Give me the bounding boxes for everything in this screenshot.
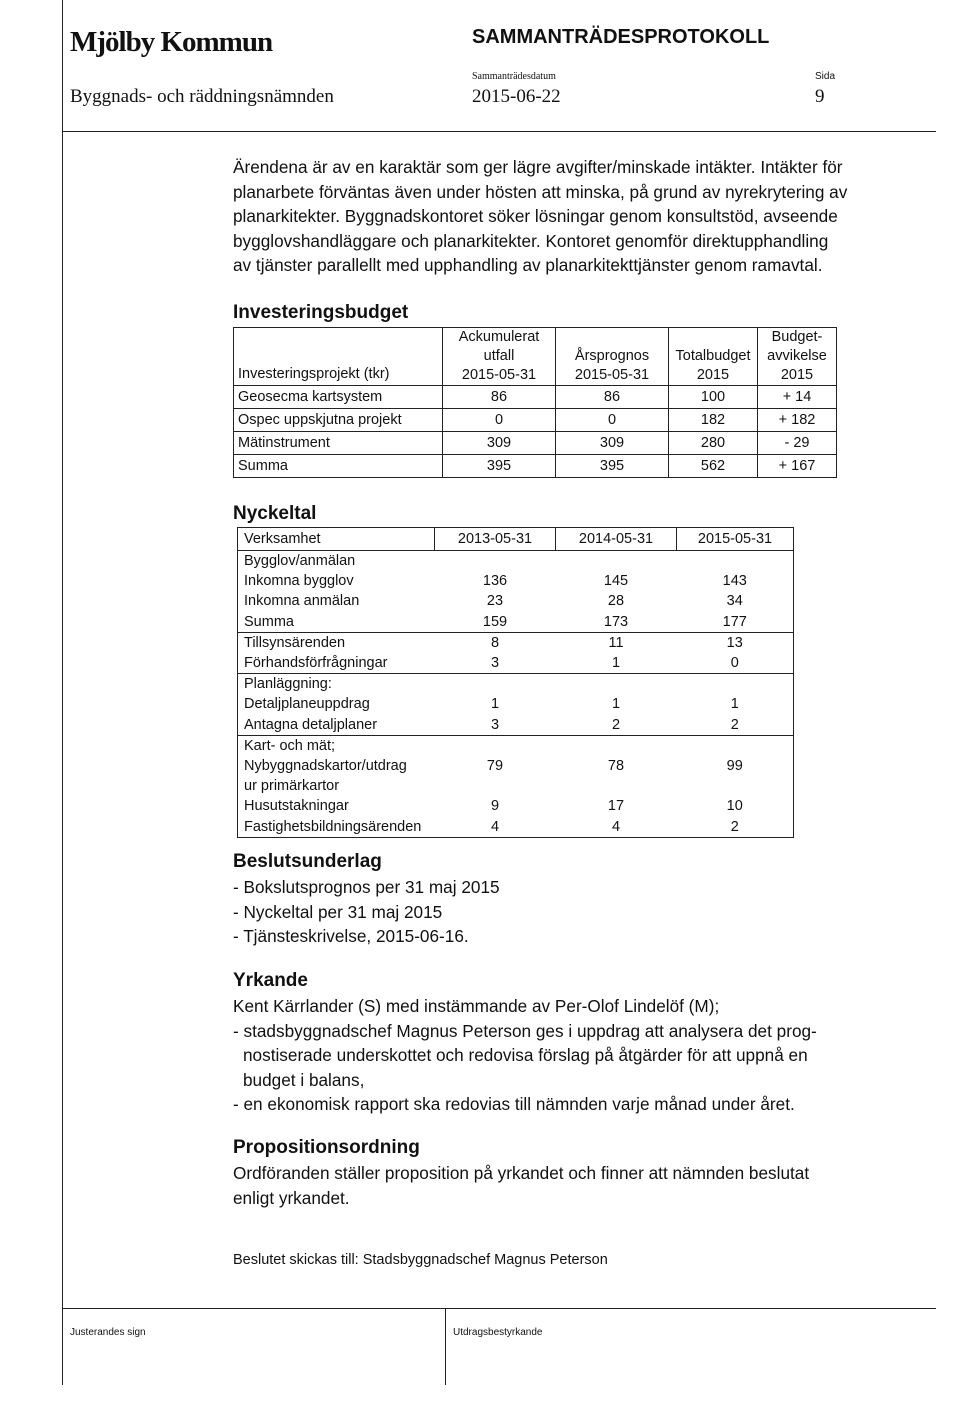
header-rule [62,131,936,132]
activity-label: Förhandsförfrågningar [238,653,435,674]
header-cell: Ackumulerat utfall 2015-05-31 [443,328,556,386]
header-cell: 2015-05-31 [677,528,794,551]
cell [435,551,556,572]
cell [556,735,677,756]
cell: 86 [556,386,669,409]
investment-title: Investeringsbudget [233,302,409,323]
cell: 34 [677,591,794,611]
table-row [238,571,794,591]
cell: 177 [677,612,794,633]
proposition-line: enligt yrkandet. [233,1187,350,1208]
table-row [238,591,794,611]
activity-label: Planläggning: [238,674,435,695]
table-row [238,776,794,796]
cell: 0 [677,653,794,674]
header-cell: Budget- avvikelse 2015 [758,328,837,386]
cell: 0 [443,409,556,432]
cell: 10 [677,796,794,816]
basis-item: - Nyckeltal per 31 maj 2015 [233,901,443,922]
cell: 182 [669,409,758,432]
table-row [238,756,794,776]
intro-line: planarbete förväntas även under hösten att minska, på grund av nyrekrytering av [233,181,848,202]
cell: 159 [482,613,508,630]
project-name: Geosecma kartsystem [234,386,443,409]
cell: 3 [490,716,500,733]
table-row [238,653,794,674]
table-row [238,612,794,633]
table-row [234,432,837,455]
cell: 562 [669,455,758,478]
cell: 86 [443,386,556,409]
intro-paragraph [233,155,923,278]
excerpt-label: Utdragsbestyrkande [453,1327,543,1338]
activity-label: ur primärkartor [238,776,435,796]
project-name: Summa [234,455,443,478]
cell: - 29 [758,432,837,455]
header-cell: Totalbudget 2015 [669,328,758,386]
table-row [238,551,794,572]
municipality-logo-text: Mjölby Kommun [70,26,273,58]
cell: 78 [607,758,625,775]
cell [677,674,794,695]
cell: 23 [486,593,504,610]
table-row [238,632,794,653]
distribution-note: Beslutet skickas till: Stadsbyggnadschef Magnus Peterson [233,1252,608,1268]
activity-label: Antagna detaljplaner [238,715,435,736]
cell: 9 [490,798,500,815]
table-row [238,735,794,756]
intro-line: Ärendena är av en karaktär som ger lägre avgifter/minskade intäkter. Intäkter för [233,157,843,177]
cell: 28 [607,593,625,610]
intro-line: av tjänster parallellt med upphandling av planarkitekttjänster genom ramavtal. [233,255,823,275]
activity-label: Inkomna anmälan [238,591,435,611]
cell: 136 [482,573,508,590]
header-cell: Verksamhet [238,528,435,551]
table-row [234,409,837,432]
table-row [238,796,794,816]
committee-name: Byggnads- och räddningsnämnden [70,86,334,107]
motion-line: - en ekonomisk rapport ska redovias till nämnden varje månad under året. [233,1094,795,1114]
keyfigures-header-row [238,528,794,551]
basis-item: - Bokslutsprognos per 31 maj 2015 [233,877,500,897]
basis-title: Beslutsunderlag [233,851,382,872]
page-label: Sida [815,71,836,82]
cell: + 14 [758,386,837,409]
investment-table [233,327,837,478]
intro-line: planarkitekter. Byggnadskontoret söker lösningar genom konsultstöd, avseende [233,206,838,226]
table-row [238,694,794,714]
footer-divider [445,1308,446,1385]
header-cell: Investeringsprojekt (tkr) [234,328,443,386]
activity-label: Husutstakningar [238,796,435,816]
project-name: Ospec uppskjutna projekt [234,409,443,432]
meeting-date-label: Sammanträdesdatum [472,71,556,82]
investment-header-row [234,328,837,386]
activity-label: Fastighetsbildningsärenden [238,817,435,838]
cell [435,776,556,796]
cell [677,776,794,796]
cell: 11 [556,632,677,653]
cell: 99 [677,756,794,776]
keyfigures-table [237,527,794,838]
cell: + 182 [758,409,837,432]
footer-rule [62,1308,936,1309]
table-row [234,386,837,409]
cell: 79 [486,758,504,775]
activity-label: Kart- och mät; [238,735,435,756]
cell: 2 [677,817,794,838]
activity-label: Inkomna bygglov [238,571,435,591]
cell: 143 [677,571,794,591]
cell: 0 [556,409,669,432]
table-row [238,715,794,736]
cell: 4 [435,817,556,838]
cell: 8 [435,632,556,653]
table-row [238,674,794,695]
cell [435,735,556,756]
cell: 100 [669,386,758,409]
cell: 2 [677,715,794,736]
activity-label: Nybyggnadskartor/utdrag [238,756,435,776]
motion-line: Kent Kärrlander (S) med instämmande av Per-Olof Lindelöf (M); [233,996,720,1016]
activity-label: Summa [238,612,435,633]
cell: 1 [490,696,500,713]
cell: 4 [556,817,677,838]
proposition-title: Propositionsordning [233,1137,420,1158]
motion-line: budget i balans, [243,1069,365,1090]
motion-line: nostiserade underskottet och redovisa förslag på åtgärder för att uppnå en [243,1045,808,1065]
table-row [238,817,794,838]
motion-title: Yrkande [233,970,308,991]
cell: 280 [669,432,758,455]
cell [677,551,794,572]
cell [556,674,677,695]
project-name: Mätinstrument [234,432,443,455]
intro-line: bygglovshandläggare och planarkitekter. Kontoret genomför direktupphandling [233,230,829,251]
header-cell: 2013-05-31 [435,528,556,551]
cell: 395 [443,455,556,478]
cell: 145 [603,573,629,590]
cell: 1 [611,696,621,713]
proposition-line: Ordföranden ställer proposition på yrkandet och finner att nämnden beslutat [233,1163,810,1183]
document-type: SAMMANTRÄDESPROTOKOLL [472,26,770,48]
header-cell: 2014-05-31 [556,528,677,551]
cell [435,674,556,695]
cell [677,735,794,756]
table-row [234,455,837,478]
cell: 395 [556,455,669,478]
cell: 309 [443,432,556,455]
activity-label: Detaljplaneuppdrag [238,694,435,714]
cell: 2 [611,716,621,733]
activity-label: Tillsynsärenden [238,632,435,653]
cell: 173 [603,613,629,630]
motion-line: - stadsbyggnadschef Magnus Peterson ges i uppdrag att analysera det prog- [233,1020,817,1041]
cell [556,776,677,796]
cell: + 167 [758,455,837,478]
activity-label: Bygglov/anmälan [238,551,435,572]
cell: 3 [490,655,500,672]
left-margin-rule [62,0,63,1385]
cell [556,551,677,572]
justify-sign-label: Justerandes sign [70,1327,146,1338]
keyfigures-title: Nyckeltal [233,503,317,524]
page-number: 9 [815,86,825,107]
cell: 1 [677,694,794,714]
basis-item: - Tjänsteskrivelse, 2015-06-16. [233,926,469,946]
cell: 309 [556,432,669,455]
cell: 13 [677,632,794,653]
meeting-date: 2015-06-22 [472,86,561,107]
cell: 1 [611,655,621,672]
header-cell: Årsprognos 2015-05-31 [556,328,669,386]
cell: 17 [607,798,625,815]
